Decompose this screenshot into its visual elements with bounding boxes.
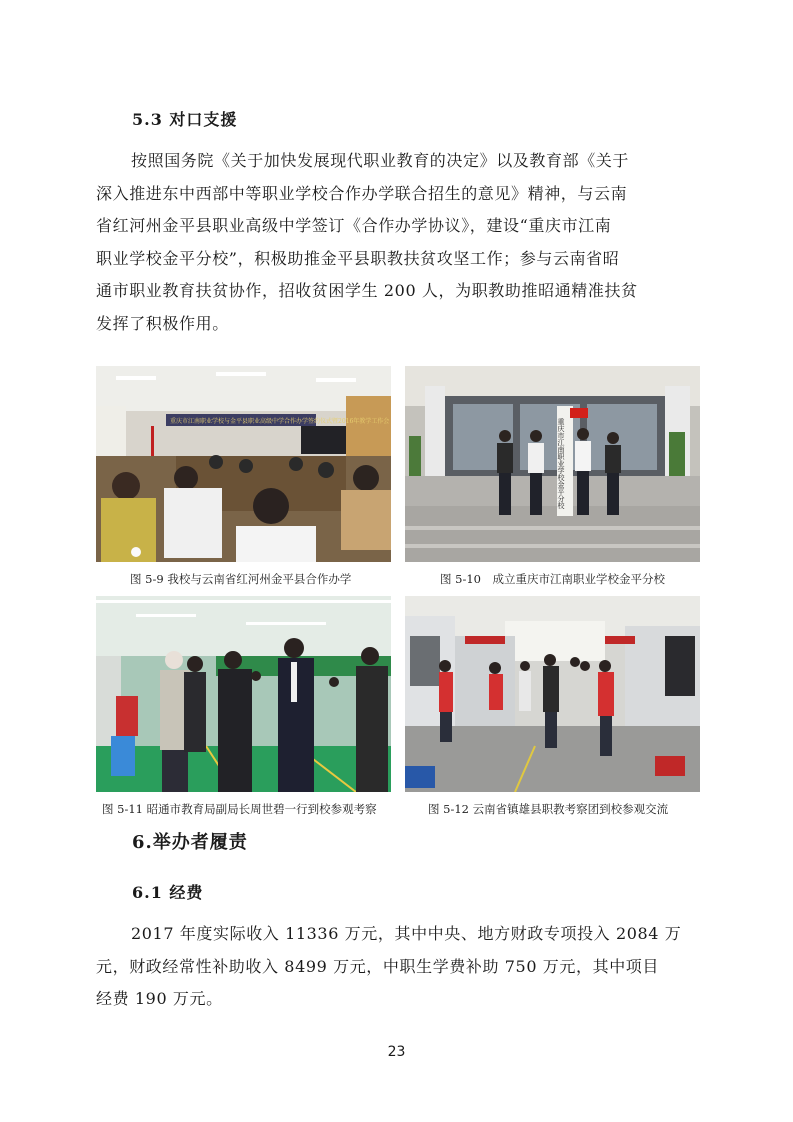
figure-caption: 图 5-12 云南省镇雄县职教考察团到校参观交流 [428, 802, 669, 816]
paragraph-line: 通市职业教育扶贫协作，招收贫困学生 200 人，为职教助推昭通精准扶贫 [96, 281, 638, 301]
banner-text: 重庆市江南职业学校与金平县职业高级中学合作办学签约仪式暨2016年教学工作会 [170, 418, 390, 425]
cnc-workshop-photo [405, 596, 700, 792]
figure-caption: 图 5-10 成立重庆市江南职业学校金平分校 [440, 572, 665, 586]
paragraph-line: 元，财政经常性补助收入 8499 万元，中职生学费补助 750 万元，其中项目 [96, 956, 660, 976]
figure-caption: 图 5-11 昭通市教育局副局长周世碧一行到校参观考察 [102, 802, 377, 816]
paragraph-line: 省红河州金平县职业高级中学签订《合作办学协议》，建设“重庆市江南 [96, 216, 612, 236]
paragraph-line: 按照国务院《关于加快发展现代职业教育的决定》以及教育部《关于 [131, 151, 630, 170]
paragraph-line: 发挥了积极作用。 [96, 313, 229, 333]
section-heading-6: 6.举办者履责 [132, 832, 248, 853]
figure-caption: 图 5-9 我校与云南省红河州金平县合作办学 [130, 572, 352, 586]
meeting-hall-photo [96, 366, 391, 562]
paragraph-line: 职业学校金平分校”，积极助推金平县职教扶贫攻坚工作；参与云南省昭 [96, 248, 620, 268]
section-6-1-paragraph [96, 918, 702, 1016]
workshop-visit-photo [96, 596, 391, 792]
section-heading-6-1: 6.1 经费 [132, 883, 204, 902]
section-heading-5-3: 5.3 对口支援 [132, 110, 238, 129]
paragraph-line: 经费 190 万元。 [96, 989, 223, 1009]
plaque-text: 重庆市江南职业学校金平分校 [557, 418, 565, 509]
section-5-3-paragraph [96, 145, 702, 341]
paragraph-line: 深入推进东中西部中等职业学校合作办学联合招生的意见》精神，与云南 [96, 183, 628, 203]
page-number: 23 [387, 1044, 406, 1060]
paragraph-line: 2017 年度实际收入 11336 万元，其中中央、地方财政专项投入 2084 万 [131, 924, 682, 943]
plaque-unveiling-photo [405, 366, 700, 562]
